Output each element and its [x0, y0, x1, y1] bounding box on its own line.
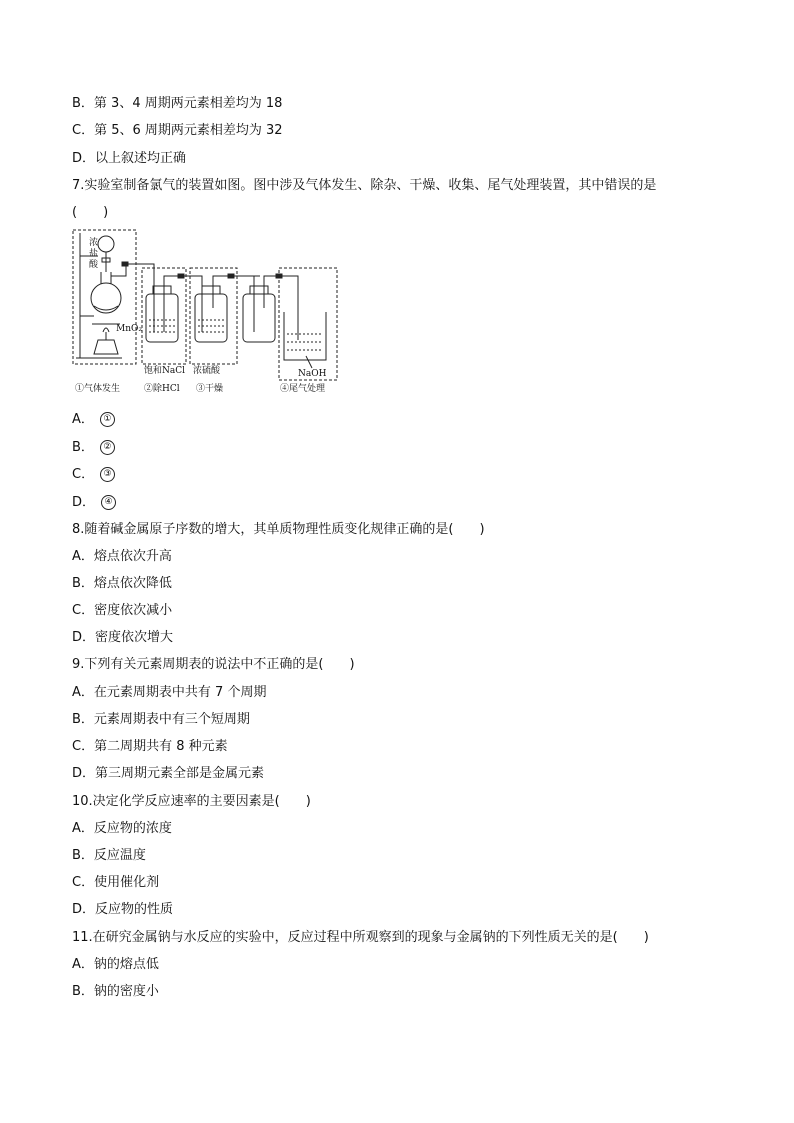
- mno2-label: MnO₂: [116, 324, 142, 334]
- question-10-stem: 10.决定化学反应速率的主要因素是( ): [72, 794, 311, 809]
- q8-option-b: B．熔点依次降低: [72, 576, 172, 591]
- q11-option-a: A．钠的熔点低: [72, 957, 159, 972]
- q9-option-b: B．元素周期表中有三个短周期: [72, 712, 250, 727]
- question-7-blank: ( ): [72, 205, 109, 220]
- box-gas-generation: [73, 230, 136, 364]
- question-7-stem: 7.实验室制备氯气的装置如图。图中涉及气体发生、除杂、干燥、收集、尾气处理装置，其中错误的是: [72, 178, 657, 193]
- separatory-funnel: [98, 236, 114, 252]
- q11-option-b: B．钠的密度小: [72, 984, 159, 999]
- option-c: C．第 5、6 周期两元素相差均为 32: [72, 123, 283, 138]
- beaker-naoh: [284, 312, 326, 360]
- box-tail-gas: [279, 268, 337, 380]
- funnel-label-2: 盐: [89, 249, 99, 259]
- funnel-label-3: 酸: [89, 260, 99, 270]
- bottle1-label: 饱和NaCl: [144, 366, 186, 376]
- option-b: B．第 3、4 周期两元素相差均为 18: [72, 96, 283, 111]
- q10-option-a: A．反应物的浓度: [72, 821, 172, 836]
- q7-option-b: B． ②: [72, 439, 115, 457]
- naoh-label: NaOH: [298, 369, 327, 379]
- q7-option-a: A． ①: [72, 411, 115, 429]
- q10-option-b: B．反应温度: [72, 848, 146, 863]
- caption-4: ④尾气处理: [280, 384, 326, 394]
- collection-bottle: [243, 294, 275, 342]
- caption-1: ①气体发生: [75, 384, 121, 394]
- funnel-label-1: 浓: [89, 238, 99, 248]
- q7-option-d: D． ④: [72, 494, 116, 512]
- caption-2: ②除HCl: [144, 384, 180, 394]
- q9-option-a: A．在元素周期表中共有 7 个周期: [72, 685, 267, 700]
- question-11-stem: 11.在研究金属钠与水反应的实验中，反应过程中所观察到的现象与金属钠的下列性质无关的是( ): [72, 930, 649, 945]
- q9-option-c: C．第二周期共有 8 种元素: [72, 739, 228, 754]
- q8-option-a: A．熔点依次升高: [72, 549, 172, 564]
- q9-option-d: D．第三周期元素全部是金属元素: [72, 766, 265, 781]
- q8-option-c: C．密度依次减小: [72, 603, 173, 618]
- q10-option-d: D．反应物的性质: [72, 902, 174, 917]
- question-8-stem: 8.随着碱金属原子序数的增大，其单质物理性质变化规律正确的是( ): [72, 522, 485, 537]
- bottle-saturated-nacl: [146, 294, 178, 342]
- alcohol-lamp: [94, 340, 118, 354]
- question-9-stem: 9.下列有关元素周期表的说法中不正确的是( ): [72, 657, 355, 672]
- q8-option-d: D．密度依次增大: [72, 630, 174, 645]
- chlorine-apparatus-diagram: [72, 228, 340, 396]
- option-d: D．以上叙述均正确: [72, 151, 187, 166]
- q7-option-c: C． ③: [72, 466, 115, 484]
- round-flask: [91, 283, 121, 313]
- q10-option-c: C．使用催化剂: [72, 875, 160, 890]
- caption-3: ③干燥: [196, 384, 224, 394]
- bottle2-label: 浓硫酸: [193, 366, 221, 376]
- bottle-conc-sulfuric-acid: [195, 294, 227, 342]
